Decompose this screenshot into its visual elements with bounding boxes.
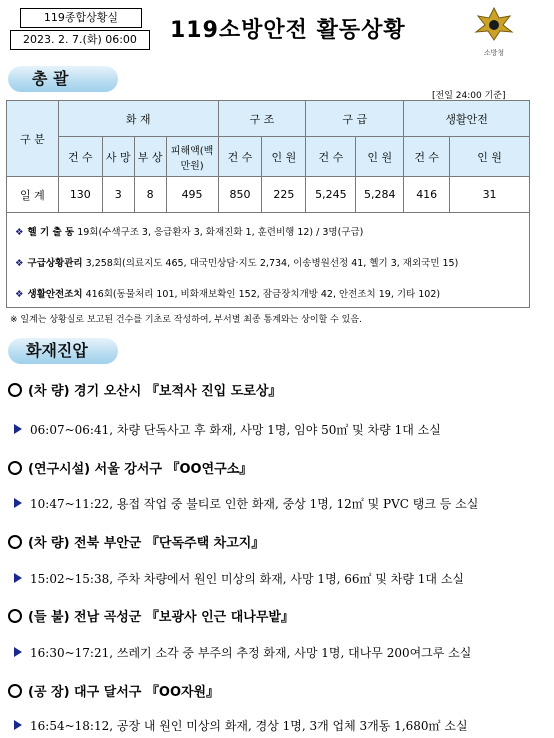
fires-heading: 화재진압 <box>8 338 118 364</box>
circle-bullet-icon <box>8 383 22 397</box>
sub-header: 건 수 <box>306 137 356 177</box>
logo <box>472 6 516 58</box>
group-fire: 화 재 <box>58 101 218 137</box>
triangle-bullet-icon <box>14 647 22 657</box>
triangle-bullet-icon <box>14 573 22 583</box>
fire-item-title: (들 불) 전남 곡성군 『보광사 인근 대나무밭』 <box>8 606 294 625</box>
fire-item-title: (공 장) 대구 달서구 『OO자원』 <box>8 681 219 700</box>
triangle-bullet-icon <box>14 498 22 508</box>
triangle-bullet-icon <box>14 424 22 434</box>
sub-header: 인 원 <box>262 137 306 177</box>
value-cell: 416 <box>404 177 450 213</box>
fire-item-desc: 16:30~17:21, 쓰레기 소각 중 부주의 추정 화재, 사망 1명, 대나무 200여그루 소실 <box>14 644 471 661</box>
diamond-bullet-icon: ❖ <box>15 227 24 238</box>
sub-header: 건 수 <box>404 137 450 177</box>
value-cell: 31 <box>450 177 530 213</box>
summary-heading: 총 괄 <box>8 66 118 92</box>
fire-item-desc: 16:54~18:12, 공장 내 원인 미상의 화재, 경상 1명, 3개 업체 3개동 1,680㎡ 소실 <box>14 717 468 734</box>
page-title: 119소방안전 활동상황 <box>170 18 406 43</box>
circle-bullet-icon <box>8 609 22 623</box>
sub-header: 인 원 <box>450 137 530 177</box>
sub-header: 부 상 <box>134 137 166 177</box>
circle-bullet-icon <box>8 461 22 475</box>
note-text: 3,258회(의료지도 465, 대국민상담·지도 2,734, 이송병원선정 41, 헬기 3, 재외국민 15) <box>85 258 459 269</box>
note-label: 헬 기 출 동 <box>27 227 75 238</box>
note-text: 416회(동물처리 101, 비화재보확인 152, 잠금장치개방 42, 안전조치 19, 기타 102) <box>85 289 441 300</box>
office-label: 119종합상황실 <box>20 8 142 28</box>
notes-box <box>6 212 530 308</box>
fire-item-title: (연구시설) 서울 강서구 『OO연구소』 <box>8 458 252 477</box>
summary-table <box>6 100 530 213</box>
fire-item-desc: 15:02~15:38, 주차 차량에서 원인 미상의 화재, 사망 1명, 66㎡ 및 차량 1대 소실 <box>14 570 464 587</box>
value-cell: 3 <box>102 177 134 213</box>
value-cell: 5,245 <box>306 177 356 213</box>
group-ems: 구 급 <box>306 101 404 137</box>
group-life-safety: 생활안전 <box>404 101 530 137</box>
circle-bullet-icon <box>8 535 22 549</box>
value-cell: 225 <box>262 177 306 213</box>
triangle-bullet-icon <box>14 720 22 730</box>
basis-note: [전일 24:00 기준] <box>432 91 506 101</box>
note-text: 19회(수색구조 3, 응급환자 3, 화재진화 1, 훈련비행 12) / 3명(구급) <box>77 227 364 238</box>
fire-agency-emblem-icon <box>472 6 516 44</box>
sub-header: 건 수 <box>218 137 262 177</box>
row-header-cell: 구 분 <box>7 101 59 177</box>
sub-header: 인 원 <box>356 137 404 177</box>
sub-header: 사 망 <box>102 137 134 177</box>
sub-header: 피해액(백만원) <box>166 137 218 177</box>
fire-item-title: (차 량) 경기 오산시 『보적사 진입 도로상』 <box>8 380 281 399</box>
report-date: 2023. 2. 7.(화) 06:00 <box>10 30 150 50</box>
fire-item-desc: 06:07~06:41, 차량 단독사고 후 화재, 사망 1명, 임야 50㎡ 및 차량 1대 소실 <box>14 421 441 438</box>
note-ems-management <box>15 255 458 269</box>
diamond-bullet-icon: ❖ <box>15 258 24 269</box>
group-rescue: 구 조 <box>218 101 306 137</box>
diamond-bullet-icon: ❖ <box>15 289 24 300</box>
value-cell: 5,284 <box>356 177 404 213</box>
value-cell: 850 <box>218 177 262 213</box>
footnote: ※ 일계는 상황실로 보고된 건수를 기초로 작성하여, 부서별 최종 통계와는 상이할 수 있음. <box>10 315 362 325</box>
sub-header: 건 수 <box>58 137 102 177</box>
value-cell: 130 <box>58 177 102 213</box>
fire-item-title: (차 량) 전북 부안군 『단독주택 차고지』 <box>8 532 264 551</box>
value-cell: 495 <box>166 177 218 213</box>
note-helicopter <box>15 224 363 238</box>
row-label: 일 계 <box>7 177 59 213</box>
fire-item-desc: 10:47~11:22, 용접 작업 중 불티로 인한 화재, 중상 1명, 12㎡ 및 PVC 탱크 등 소실 <box>14 495 478 512</box>
circle-bullet-icon <box>8 684 22 698</box>
note-label: 생활안전조치 <box>27 289 83 300</box>
value-cell: 8 <box>134 177 166 213</box>
note-life-safety <box>15 286 440 300</box>
logo-text: 소방청 <box>483 49 505 57</box>
note-label: 구급상황관리 <box>27 258 83 269</box>
